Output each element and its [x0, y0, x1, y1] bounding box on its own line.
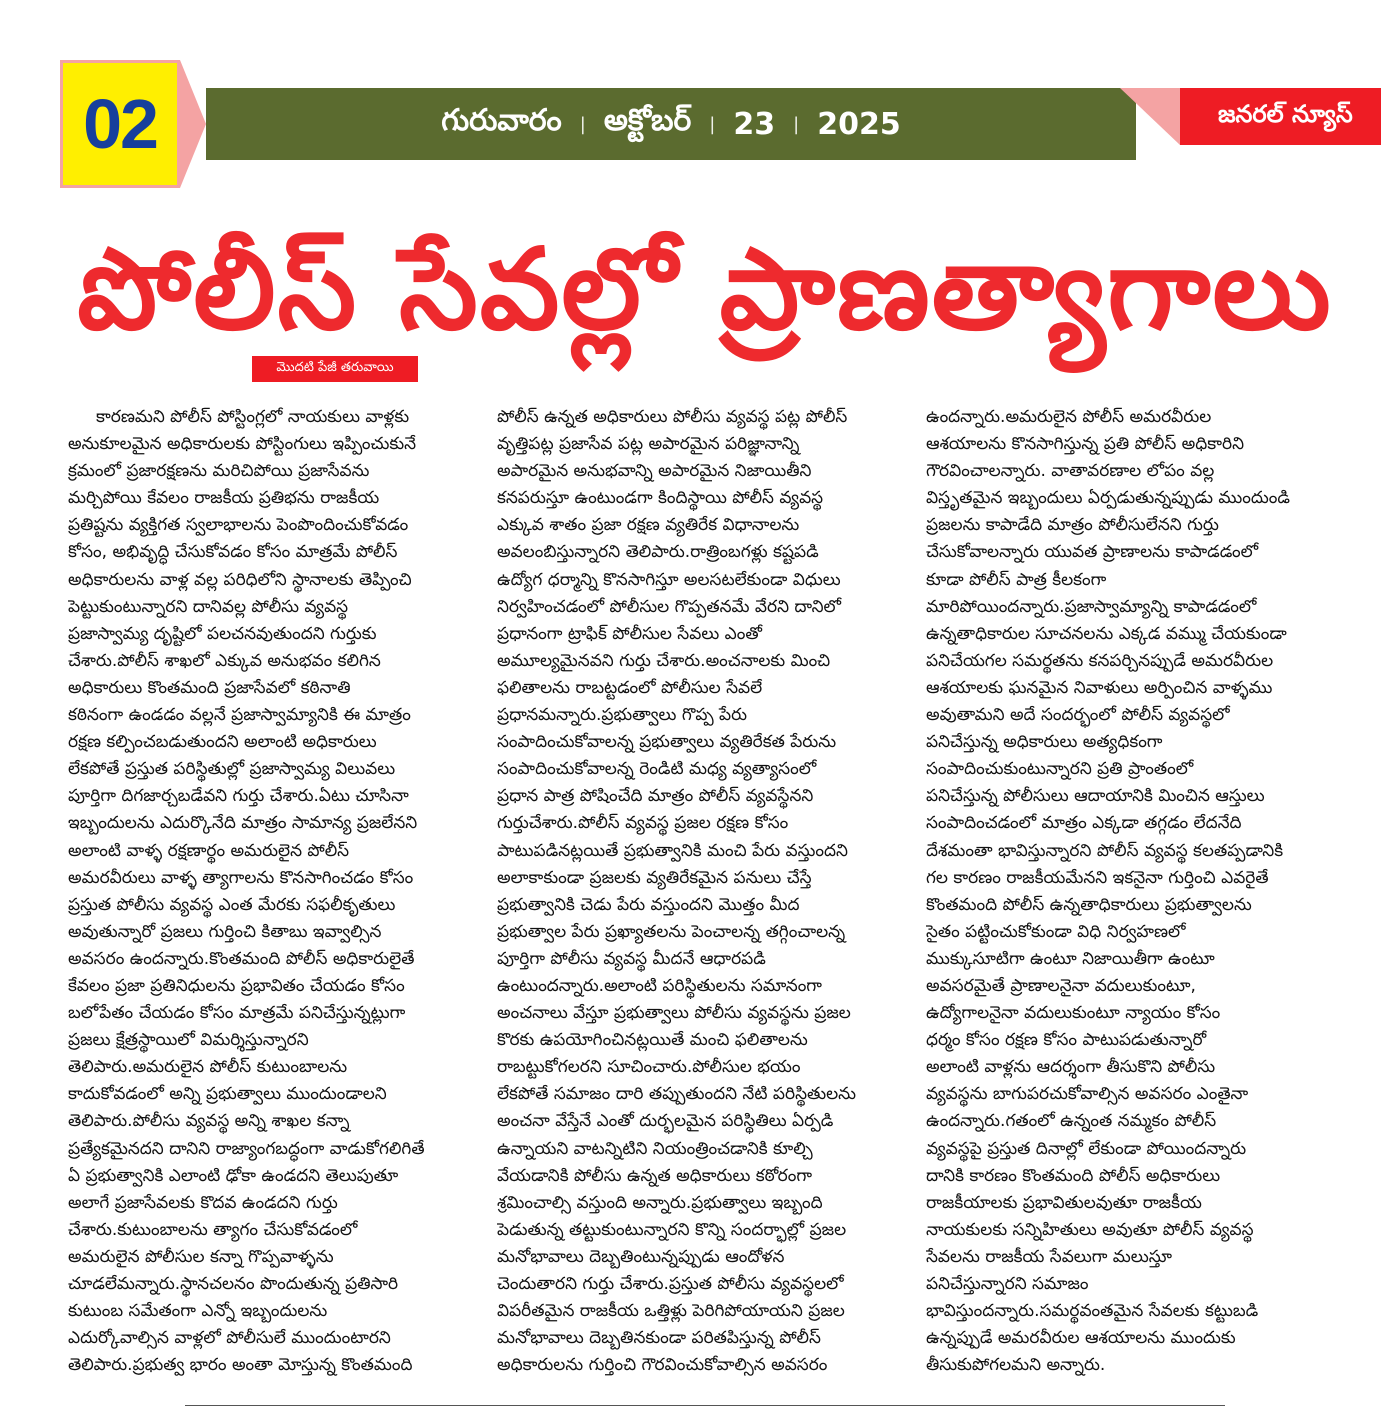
article-line: మనోభావాలు దెబ్బతింటున్నప్పుడు ఆందోళన: [497, 1246, 785, 1267]
date-separator: |: [793, 113, 800, 135]
article-line: ఉన్నతాధికారుల సూచనలను ఎక్కడ వమ్ము చేయకుండా: [926, 623, 1287, 644]
article-line: అలాకాకుండా ప్రజలకు వ్యతిరేకమైన పనులు చేస్తే: [497, 867, 812, 888]
article-line: నాయకులకు సన్నిహితులు అవుతూ పోలీస్ వ్యవస్థ: [926, 1219, 1254, 1240]
article-line: పోలీస్ ఉన్నత అధికారులు పోలీసు వ్యవస్థ పట్ల పోలీస్: [497, 407, 848, 427]
article-line: రాబట్టుకోగలరని సూచించారు.పోలీసుల భయం: [497, 1057, 801, 1078]
article-line: ప్రతిష్టను వ్యక్తిగత స్వలాభాలను పెంపొందించుకోవడం: [68, 515, 409, 536]
article-line: అవలంబిస్తున్నారని తెలిపారు.రాత్రింబగళ్లు కష్టపడి: [497, 542, 819, 563]
page-number: 02: [83, 85, 157, 163]
article-line: పూర్తిగా దిగజార్చబడేవని గుర్తు చేశారు.ఏటు చూసినా: [68, 786, 409, 807]
article-line: అధికారులను వాళ్ల వల్ల పరిధిలోని స్థానాలకు తెప్పించి: [68, 569, 412, 590]
article-line: అమరులైన పోలీసుల కన్నా గొప్పవాళ్ళను: [68, 1246, 334, 1267]
article-line: కుటుంబ సమేతంగా ఎన్నో ఇబ్బందులను: [68, 1301, 328, 1322]
article-line: సంపాదించడంలో మాత్రం ఎక్కడా తగ్గడం లేదనేది: [926, 813, 1242, 834]
article-line: అనుకూలమైన అధికారులకు పోస్టింగులు ఇప్పించుకునే: [68, 434, 417, 455]
bottom-rule: [185, 1405, 1225, 1406]
article-line: పూర్తిగా పోలీసు వ్యవస్థ మీదనే ఆధారపడి: [497, 948, 766, 969]
article-line: కనపరుస్తూ ఉంటుండగా కిందిస్థాయి పోలీస్ వ్యవస్థ: [497, 488, 824, 509]
article-line: అంచనా వేస్తేనే ఎంతో దుర్భలమైన పరిస్థితిలు ఏర్పడి: [497, 1111, 834, 1132]
article-line: వ్యవస్థపై ప్రస్తుత దినాల్లో లేకుండా పోయిందన్నారు: [926, 1138, 1247, 1159]
article-line: పనిచేస్తున్నారని సమాజం: [926, 1274, 1089, 1294]
date-date: 23: [733, 106, 776, 142]
article-line: ప్రభుత్వానికి చెడు పేరు వస్తుందని మొత్తం మీద: [497, 894, 800, 915]
article-line: ఆశయాలను కొనసాగిస్తున్న ప్రతి పోలీస్ అధికారిని: [926, 434, 1245, 455]
article-line: తీసుకుపోగలమని అన్నారు.: [926, 1355, 1106, 1376]
article-line: వ్యవస్థను బాగుపరచుకోవాల్సిన అవసరం ఎంతైనా: [926, 1084, 1249, 1105]
article-line: ఇబ్బందులను ఎదుర్కొనేది మాత్రం సామాన్య ప్రజలేనని: [68, 813, 418, 834]
article-line: ముక్కుసూటిగా ఉంటూ నిజాయితీగా ఉంటూ: [926, 948, 1215, 969]
date-month: అక్టోబర్: [603, 103, 692, 138]
article-line: అధికారులను గుర్తించి గౌరవించుకోవాల్సిన అవసరం: [497, 1355, 828, 1376]
article-line: అమరవీరులు వాళ్ళ త్యాగాలను కొనసాగించడం కోసం: [68, 867, 414, 888]
article-line: ఉందన్నారు.అమరులైన పోలీస్ అమరవీరుల: [926, 407, 1212, 427]
page-number-box: [60, 60, 180, 188]
page-number-arrow: [180, 60, 206, 188]
article-line: ప్రస్తుత పోలీసు వ్యవస్థ ఎంత మేరకు సఫలీకృతులు: [68, 894, 396, 915]
article-column-1: [68, 404, 473, 1379]
continued-from-front-page-label: మొదటి పేజీ తరువాయి: [252, 356, 418, 382]
article-line: అలాంటి వాళ్ళ రక్షణార్థం అమరులైన పోలీస్: [68, 840, 350, 861]
article-line: ప్రధానమన్నారు.ప్రభుత్వాలు గొప్ప పేరు: [497, 705, 748, 726]
article-line: మనోభావాలు దెబ్బతినకుండా పరితపిస్తున్న పోలీస్: [497, 1328, 821, 1349]
article-line: రక్షణ కల్పించబడుతుందని అలాంటి అధికారులు: [68, 732, 377, 753]
article-line: చెందుతారని గుర్తు చేశారు.ప్రస్తుత పోలీసు వ్యవస్థలలో: [497, 1274, 844, 1294]
date-separator: |: [709, 113, 716, 135]
headline: పోలీస్ సేవల్లో ప్రాణత్యాగాలు: [77, 225, 1333, 355]
article-line: తెలిపారు.ప్రభుత్వ భారం అంతా మోస్తున్న కొంతమంది: [68, 1355, 413, 1376]
article-line: కొరకు ఉపయోగించినట్లయితే మంచి ఫలితాలను: [497, 1030, 808, 1051]
article-column-2: [497, 404, 902, 1379]
article-line: పాటుపడినట్లయితే ప్రభుత్వానికి మంచి పేరు వస్తుందని: [497, 840, 848, 861]
date-separator: |: [579, 113, 586, 135]
article-line: సైతం పట్టించుకోకుండా విధి నిర్వహణలో: [926, 921, 1186, 942]
article-line: పెడుతున్న తట్టుకుంటున్నారని కొన్ని సందర్భాల్లో ప్రజల: [497, 1219, 847, 1240]
article-line: అవుతామని అదే సందర్భంలో పోలీస్ వ్యవస్థలో: [926, 705, 1230, 726]
article-line: మర్చిపోయి కేవలం రాజకీయ ప్రతిభను రాజకీయ: [68, 488, 380, 509]
article-line: అవసరమైతే ప్రాణాలనైనా వదులుకుంటూ,: [926, 975, 1196, 996]
article-line: ఉంటుందన్నారు.అలాంటి పరిస్థితులను సమానంగా: [497, 975, 822, 996]
article-line: కారణమని పోలీస్ పోస్టింగ్లలో నాయకులు వాళ్లకు: [96, 407, 410, 427]
article-line: సంపాదించుకోవాలన్న రెండిటి మధ్య వ్యత్యాసంలో: [497, 759, 817, 780]
date-year: 2025: [817, 106, 901, 142]
article-line: ఏ ప్రభుత్వానికి ఎలాంటి ఢోకా ఉండదని తెలుపుతూ: [68, 1165, 399, 1186]
article-line: సంపాదించుకుంటున్నారని ప్రతి ప్రాంతంలో: [926, 759, 1194, 780]
article-line: ప్రధానంగా ట్రాఫిక్ పోలీసుల సేవలు ఎంతో: [497, 623, 762, 644]
article-line: అవసరం ఉందన్నారు.కొంతమంది పోలీస్ అధికారులైతే: [68, 948, 415, 969]
date-day: గురువారం: [441, 103, 562, 138]
article-line: అలాగే ప్రజాసేవలకు కొదవ ఉండదని గుర్తు: [68, 1192, 338, 1213]
article-line: ప్రభుత్వాల పేరు ప్రఖ్యాతలను పెంచాలన్న తగ్గించాలన్న: [497, 921, 846, 942]
article-line: గల కారణం రాజకీయమేనని ఇకనైనా గుర్తించి ఎవరైతే: [926, 867, 1269, 888]
article-line: చేశారు.కుటుంబాలను త్యాగం చేసుకోవడంలో: [68, 1219, 358, 1240]
article-line: అలాంటి వాళ్లను ఆదర్శంగా తీసుకొని పోలీసు: [926, 1057, 1216, 1078]
article-line: కఠినంగా ఉండడం వల్లనే ప్రజాస్వామ్యానికి ఈ మాత్రం: [68, 705, 411, 726]
article-line: ప్రజాస్వామ్య దృష్టిలో పలచనవుతుందని గుర్తుకు: [68, 623, 377, 644]
article-line: రాజకీయాలకు ప్రభావితులవుతూ రాజకీయ: [926, 1192, 1202, 1213]
article-line: ఉద్యోగాలనైనా వదులుకుంటూ న్యాయం కోసం: [926, 1003, 1221, 1024]
article-line: గౌరవించాలన్నారు. వాతావరణాల లోపం వల్ల: [926, 461, 1215, 482]
article-line: ధర్మం కోసం రక్షణ కోసం పాటుపడుతున్నారో: [926, 1030, 1207, 1051]
article-line: లేకపోతే ప్రస్తుత పరిస్థితుల్లో ప్రజాస్వామ్య విలువలు: [68, 759, 396, 780]
article-line: గుర్తుచేశారు.పోలీస్ వ్యవస్థ ప్రజల రక్షణ కోసం: [497, 813, 789, 834]
article-line: క్రమంలో ప్రజారక్షణను మరిచిపోయి ప్రజాసేవను: [68, 461, 370, 482]
article-line: కాదుకోవడంలో అన్ని ప్రభుత్వాలు ముందుండాలని: [68, 1084, 387, 1105]
article-line: ఫలితాలను రాబట్టడంలో పోలీసుల సేవలే: [497, 677, 763, 698]
date-bar: [206, 88, 1136, 160]
article-line: కూడా పోలీస్ పాత్ర కీలకంగా: [926, 569, 1107, 590]
article-line: కేవలం ప్రజా ప్రతినిధులను ప్రభావితం చేయడం కోసం: [68, 975, 405, 996]
article-line: ప్రజలు క్షేత్రస్థాయిలో విమర్శిస్తున్నారని: [68, 1030, 309, 1051]
article-line: చూడలేమన్నారు.స్థానచలనం పొందుతున్న ప్రతిసారి: [68, 1274, 399, 1294]
article-line: అమూల్యమైనవని గుర్తు చేశారు.అంచనాలకు మించి: [497, 650, 831, 671]
article-line: అపారమైన అనుభవాన్ని అపారమైన నిజాయితీని: [497, 461, 812, 482]
article-line: ప్రజలను కాపాడేది మాత్రం పోలీసులేనని గుర్తు: [926, 515, 1219, 536]
article-line: ఉందన్నారు.గతంలో ఉన్నంత నమ్మకం పోలీస్: [926, 1111, 1217, 1132]
article-line: పనిచేస్తున్న అధికారులు అత్యధికంగా: [926, 732, 1163, 753]
article-line: ఉన్నప్పుడే అమరవీరుల ఆశయాలను ముందుకు: [926, 1328, 1236, 1349]
article-line: ఎదుర్కోవాల్సిన వాళ్లలో పోలీసులే ముందుంటారని: [68, 1328, 391, 1349]
article-line: నిర్వహించడంలో పోలీసుల గొప్పతనమే వేరని దానిలో: [497, 596, 842, 617]
article-line: ఉన్నాయని వాటన్నిటిని నియంత్రించడానికి కూల్చి: [497, 1138, 813, 1159]
article-line: మారిపోయిందన్నారు.ప్రజాస్వామ్యాన్ని కాపాడడంలో: [926, 596, 1257, 617]
section-label: జనరల్ న్యూస్: [1180, 88, 1381, 145]
article-line: భావిస్తుందన్నారు.సమర్థవంతమైన సేవలకు కట్టుబడి: [926, 1301, 1259, 1322]
article-line: వృత్తిపట్ల ప్రజాసేవ పట్ల అపారమైన పరిజ్ఞానాన్ని: [497, 434, 800, 455]
article-line: ఆశయాలకు ఘనమైన నివాళులు అర్పించిన వాళ్ళము: [926, 677, 1273, 698]
article-line: బలోపేతం చేయడం కోసం మాత్రమే పనిచేస్తున్నట్లుగా: [68, 1003, 406, 1024]
article-line: కోసం, అభివృద్ధి చేసుకోవడం కోసం మాత్రమే పోలీస్: [68, 542, 398, 563]
article-line: పనిచేస్తున్న పోలీసులు ఆదాయానికి మించిన ఆస్తులు: [926, 786, 1265, 807]
article-line: తెలిపారు.పోలీసు వ్యవస్థ అన్ని శాఖల కన్నా: [68, 1111, 350, 1132]
article-line: శ్రమించాల్సి వస్తుంది అన్నారు.ప్రభుత్వాలు ఇబ్బంది: [497, 1192, 823, 1213]
article-line: కొంతమంది పోలీస్ ఉన్నతాధికారులు ప్రభుత్వాలను: [926, 894, 1252, 915]
article-line: పనిచేయగల సమర్థతను కనపర్చినప్పుడే అమరవీరుల: [926, 650, 1274, 671]
article-line: దేశమంతా భావిస్తున్నారని పోలీస్ వ్యవస్థ కలతప్పడానికి: [926, 840, 1284, 861]
article-line: చేసుకోవాలన్నారు యువత ప్రాణాలను కాపాడడంలో: [926, 542, 1259, 563]
article-line: సేవలను రాజకీయ సేవలుగా మలుస్తూ: [926, 1246, 1173, 1267]
article-line: దానికి కారణం కొంతమంది పోలీస్ అధికారులు: [926, 1165, 1221, 1186]
article-line: లేకపోతే సమాజం దారి తప్పుతుందని నేటి పరిస్థితులను: [497, 1084, 856, 1105]
article-line: అంచనాలు వేస్తూ ప్రభుత్వాలు పోలీసు వ్యవస్థను ప్రజల: [497, 1003, 851, 1024]
article-line: ప్రధాన పాత్ర పోషించేది మాత్రం పోలీస్ వ్యవస్థేనని: [497, 786, 814, 807]
article-line: విస్తృతమైన ఇబ్బందులు ఏర్పడుతున్నప్పుడు ముందుండి: [926, 488, 1290, 509]
article-line: ప్రత్యేకమైనదని దానిని రాజ్యాంగబద్ధంగా వాడుకోగలిగితే: [68, 1138, 425, 1159]
article-line: విపరీతమైన రాజకీయ ఒత్తిళ్లు పెరిగిపోయాయని ప్రజల: [497, 1301, 845, 1322]
article-line: ఎక్కువ శాతం ప్రజా రక్షణ వ్యతిరేక విధానాలను: [497, 515, 800, 536]
article-line: చేశారు.పోలీస్ శాఖలో ఎక్కువ అనుభవం కలిగిన: [68, 650, 381, 671]
article-column-3: [926, 404, 1331, 1379]
article-line: తెలిపారు.అమరులైన పోలీస్ కుటుంబాలను: [68, 1057, 348, 1078]
article-line: అవుతున్నారో ప్రజలు గుర్తించి కితాబు ఇవ్వాల్సిన: [68, 921, 382, 942]
article-line: వేయడానికి పోలీసు ఉన్నత అధికారులు కఠోరంగా: [497, 1165, 813, 1186]
article-line: ఉద్యోగ ధర్మాన్ని కొనసాగిస్తూ అలసటలేకుండా విధులు: [497, 569, 841, 590]
article-line: సంపాదించుకోవాలన్న ప్రభుత్వాలు వ్యతిరేకత పేరును: [497, 732, 837, 753]
article-line: పెట్టుకుంటున్నారని దానివల్ల పోలీసు వ్యవస్థ: [68, 596, 349, 617]
article-line: అధికారులు కొంతమంది ప్రజాసేవలో కఠినాతి: [68, 677, 351, 698]
